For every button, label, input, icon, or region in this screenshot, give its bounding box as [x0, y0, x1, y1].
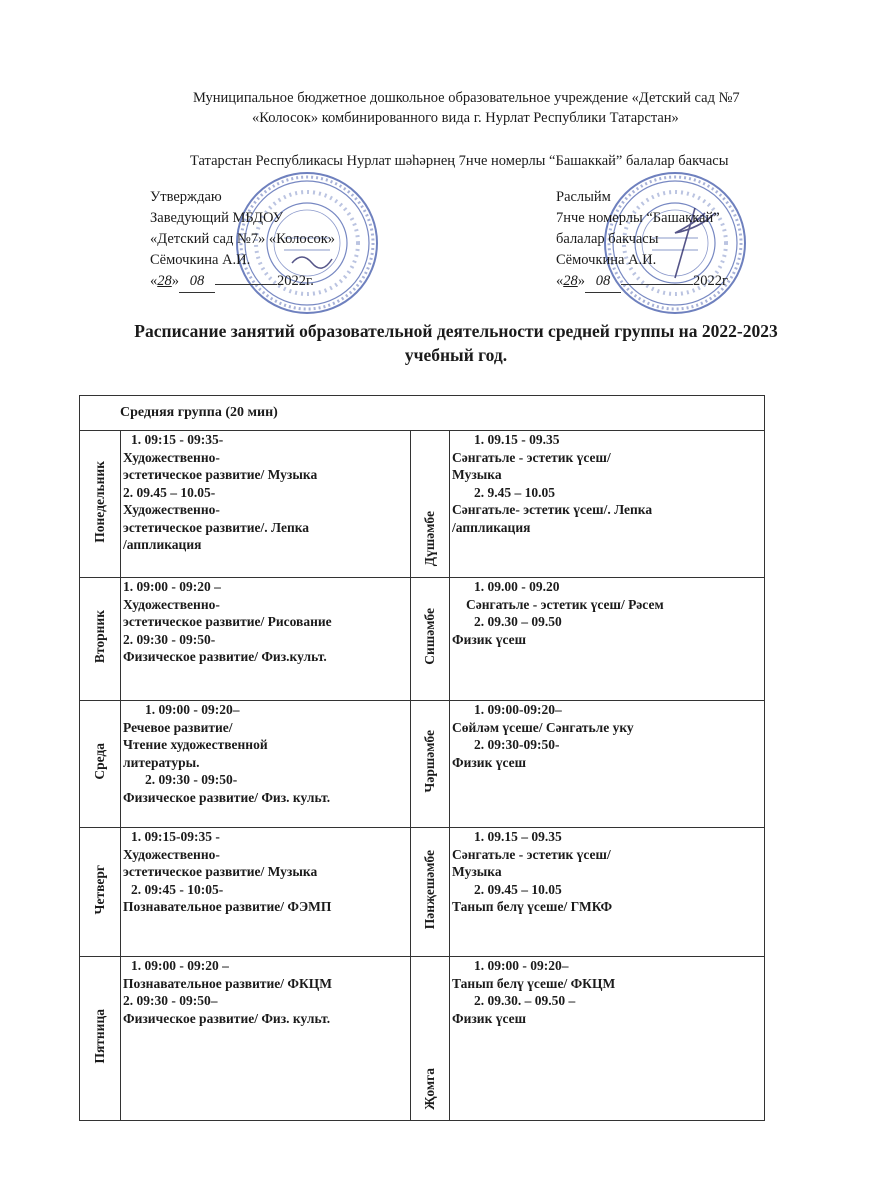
approval-left-line3: «Детский сад №7» «Колосок»	[150, 231, 335, 247]
lesson-line: 1. 09:00 - 09:20–	[145, 702, 240, 717]
day-label-ru: Среда	[92, 743, 108, 781]
lesson-line: Сәнгатьле - эстетик үсеш/	[452, 449, 611, 465]
table-row	[80, 578, 765, 701]
approval-left-date: «28» 08 2022г.	[150, 271, 335, 293]
lesson-line: Художественно-	[123, 502, 220, 517]
approval-left-day: 28	[157, 273, 172, 289]
lessons-ru	[121, 431, 411, 578]
lesson-line: эстетическое развитие/ Музыка	[123, 864, 318, 879]
lesson-line: Физик үсеш	[452, 631, 527, 647]
day-label-ru: Четверг	[92, 865, 108, 915]
lessons-tt	[450, 828, 765, 957]
lessons-tt	[450, 431, 765, 578]
lesson-line: 1. 09:00 - 09:20 –	[131, 958, 229, 973]
day-cell-ru	[80, 957, 121, 1121]
lesson-line: 2. 09.30. – 09.50 –	[474, 993, 576, 1008]
day-label-tt: Пәнҗешәмбе	[422, 850, 438, 930]
lesson-line: Физик үсеш	[452, 754, 527, 770]
approval-right-line2: 7нче номерлы “Башаккай”	[556, 210, 720, 226]
lesson-line: 2. 09.45 – 10.05	[474, 881, 562, 897]
lessons-ru	[121, 701, 411, 828]
day-label-tt: Чәршәмбе	[422, 730, 438, 794]
lesson-line: 2. 09:30 - 09:50–	[123, 993, 218, 1008]
lesson-line: эстетическое развитие/. Лепка	[123, 519, 310, 535]
day-cell-tt	[411, 431, 450, 578]
lesson-line: эстетическое развитие/ Музыка	[123, 467, 318, 482]
approval-right	[556, 187, 728, 293]
lesson-line: 1. 09:15-09:35 -	[131, 829, 220, 844]
lesson-line: Музыка	[452, 864, 502, 879]
approval-left-line4: Сёмочкина А.И.	[150, 252, 251, 268]
lesson-line: 2. 09:30-09:50-	[474, 737, 560, 752]
lesson-line: 1. 09:00 - 09:20 –	[123, 579, 221, 594]
lesson-line: Художественно-	[123, 596, 220, 612]
lesson-line: Чтение художественной	[123, 737, 268, 752]
lesson-line: Речевое развитие/	[123, 719, 233, 735]
table-row	[80, 957, 765, 1121]
approval-right-line4: Сёмочкина А.И.	[556, 252, 657, 268]
lesson-line: 1. 09:00 - 09:20–	[474, 958, 569, 973]
day-cell-tt	[411, 828, 450, 957]
lesson-line: Танып белү үсеше/ ФКЦМ	[452, 975, 616, 991]
lesson-line: Физическое развитие/ Физ.культ.	[123, 649, 327, 664]
schedule-table	[79, 395, 765, 1121]
lesson-line: 1. 09.00 - 09.20	[474, 579, 560, 594]
lesson-line: Физик үсеш	[452, 1010, 527, 1026]
table-row	[80, 431, 765, 578]
day-label-ru: Вторник	[92, 610, 108, 664]
lesson-line: Сәнгатьле - эстетик үсеш/	[452, 846, 611, 862]
day-label-tt: Сишәмбе	[422, 608, 438, 666]
approval-left-month: 08	[189, 273, 205, 289]
lesson-line: Сәнгатьле- эстетик үсеш/. Лепка	[452, 502, 653, 517]
group-header: Средняя группа (20 мин)	[80, 396, 765, 431]
approval-left-line1: Утверждаю	[150, 189, 222, 205]
approval-right-line1: Раслыйм	[556, 189, 611, 205]
lesson-line: 2. 9.45 – 10.05	[474, 484, 555, 500]
lesson-line: Танып белү үсеше/ ГМКФ	[452, 899, 613, 914]
lesson-line: 1. 09:00-09:20–	[474, 702, 562, 717]
header-tt-line: Татарстан Республикасы Нурлат шәһәрнең 7нче номерлы “Башаккай” балалар бакчасы	[190, 153, 729, 169]
lesson-line: Физическое развитие/ Физ. культ.	[123, 1010, 331, 1026]
approval-right-date: «28» 08 2022г	[556, 271, 728, 293]
day-cell-ru	[80, 578, 121, 701]
lesson-line: эстетическое развитие/ Рисование	[123, 614, 332, 629]
day-label-ru: Понедельник	[92, 460, 108, 543]
table-header-row	[80, 396, 765, 431]
approval-left-year: 2022г.	[277, 273, 314, 289]
lesson-line: /аппликация	[452, 519, 531, 535]
day-cell-ru	[80, 431, 121, 578]
lesson-line: Музыка	[452, 467, 502, 482]
lesson-line: Сәнгатьле - эстетик үсеш/ Рәсем	[466, 596, 664, 612]
day-cell-tt	[411, 701, 450, 828]
lessons-tt	[450, 578, 765, 701]
approval-right-month: 08	[595, 273, 611, 289]
lesson-line: Художественно-	[123, 846, 220, 862]
table-row	[80, 701, 765, 828]
lesson-line: Познавательное развитие/ ФЭМП	[123, 899, 332, 914]
day-cell-ru	[80, 701, 121, 828]
day-cell-tt	[411, 957, 450, 1121]
lessons-ru	[121, 828, 411, 957]
header-ru-line2: «Колосок» комбинированного вида г. Нурлат Республики Татарстан»	[252, 110, 679, 126]
lesson-line: литературы.	[123, 754, 200, 770]
approval-left	[150, 187, 335, 293]
approval-right-line3: балалар бакчасы	[556, 231, 659, 247]
day-label-ru: Пятница	[92, 1008, 108, 1064]
lesson-line: 2. 09.45 – 10.05-	[123, 484, 216, 500]
approval-right-day: 28	[563, 273, 578, 289]
lesson-line: 1. 09:15 - 09:35-	[131, 432, 224, 447]
lesson-line: Сөйләм үсеше/ Сәнгатьле уку	[452, 719, 634, 735]
title-line1: Расписание занятий образовательной деятельности средней группы на 2022-2023	[134, 321, 778, 341]
table-row	[80, 828, 765, 957]
page-title	[60, 319, 852, 367]
lesson-line: 2. 09:30 - 09:50-	[123, 631, 216, 647]
lesson-line: 1. 09.15 - 09.35	[474, 432, 560, 447]
approval-right-year: 2022г	[693, 273, 728, 289]
day-label-tt: Җомга	[422, 1067, 438, 1110]
lesson-line: 2. 09:45 - 10:05-	[131, 881, 224, 897]
lessons-tt	[450, 701, 765, 828]
lessons-ru	[121, 578, 411, 701]
lesson-line: Физическое развитие/ Физ. культ.	[123, 789, 331, 805]
lessons-ru	[121, 957, 411, 1121]
lessons-tt	[450, 957, 765, 1121]
lesson-line: /аппликация	[123, 537, 202, 552]
lesson-line: 2. 09:30 - 09:50-	[145, 772, 238, 787]
lesson-line: 2. 09.30 – 09.50	[474, 614, 562, 629]
lesson-line: 1. 09.15 – 09.35	[474, 829, 562, 844]
approval-left-line2: Заведующий МБДОУ	[150, 210, 283, 226]
lesson-line: Художественно-	[123, 449, 220, 465]
title-line2: учебный год.	[404, 345, 508, 365]
day-cell-ru	[80, 828, 121, 957]
day-cell-tt	[411, 578, 450, 701]
lesson-line: Познавательное развитие/ ФКЦМ	[123, 975, 333, 991]
header-ru-line1: Муниципальное бюджетное дошкольное образовательное учреждение «Детский сад №7	[193, 90, 740, 106]
day-label-tt: Дүшәмбе	[422, 511, 438, 567]
